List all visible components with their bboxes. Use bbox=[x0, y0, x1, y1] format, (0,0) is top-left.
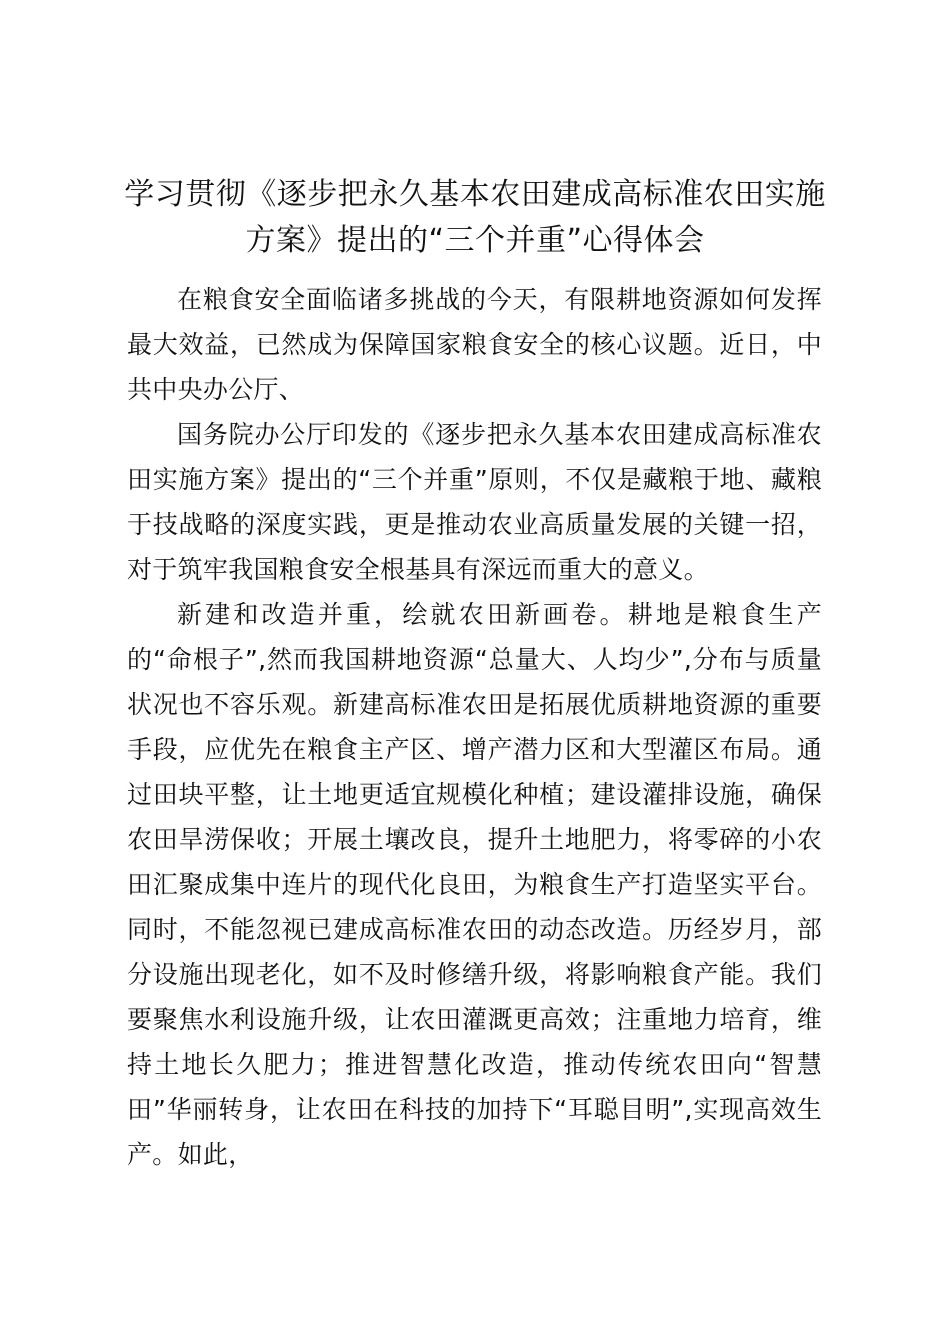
document-title: 学习贯彻《逐步把永久基本农田建成高标准农田实施方案》提出的“三个并重”心得体会 bbox=[124, 177, 826, 258]
paragraph: 国务院办公厅印发的《逐步把永久基本农田建成高标准农田实施方案》提出的“三个并重”原则，不仅是藏粮于地、藏粮于技战略的深度实践，更是推动农业高质量发展的关键一招，对于筑牢我国粮食安全根基具有深远而重大的意义。 bbox=[127, 420, 822, 584]
paragraph: 新建和改造并重，绘就农田新画卷。耕地是粮食生产的“命根子”,然而我国耕地资源“总量大、人均少”,分布与质量状况也不容乐观。新建高标准农田是拓展优质耕地资源的重要手段，应优先在粮食主产区、增产潜力区和大型灌区布局。通过田块平整，让土地更适宜规模化种植；建设灌排设施，确保农田旱涝保收；开展土壤改良，提升土地肥力，将零碎的小农田汇聚成集中连片的现代化良田，为粮食生产打造坚实平台。同时，不能忽视已建成高标准农田的动态改造。历经岁月，部分设施出现老化，如不及时修缮升级，将影响粮食产能。我们要聚焦水利设施升级，让农田灌溉更高效；注重地力培育，维持土地长久肥力；推进智慧化改造，推动传统农田向“智慧田”华丽转身，让农田在科技的加持下“耳聪目明”,实现高效生产。如此， bbox=[127, 600, 822, 1169]
document-body bbox=[127, 277, 822, 1177]
paragraph: 在粮食安全面临诸多挑战的今天，有限耕地资源如何发挥最大效益，已然成为保障国家粮食安全的核心议题。近日，中共中央办公厅、 bbox=[127, 285, 822, 404]
